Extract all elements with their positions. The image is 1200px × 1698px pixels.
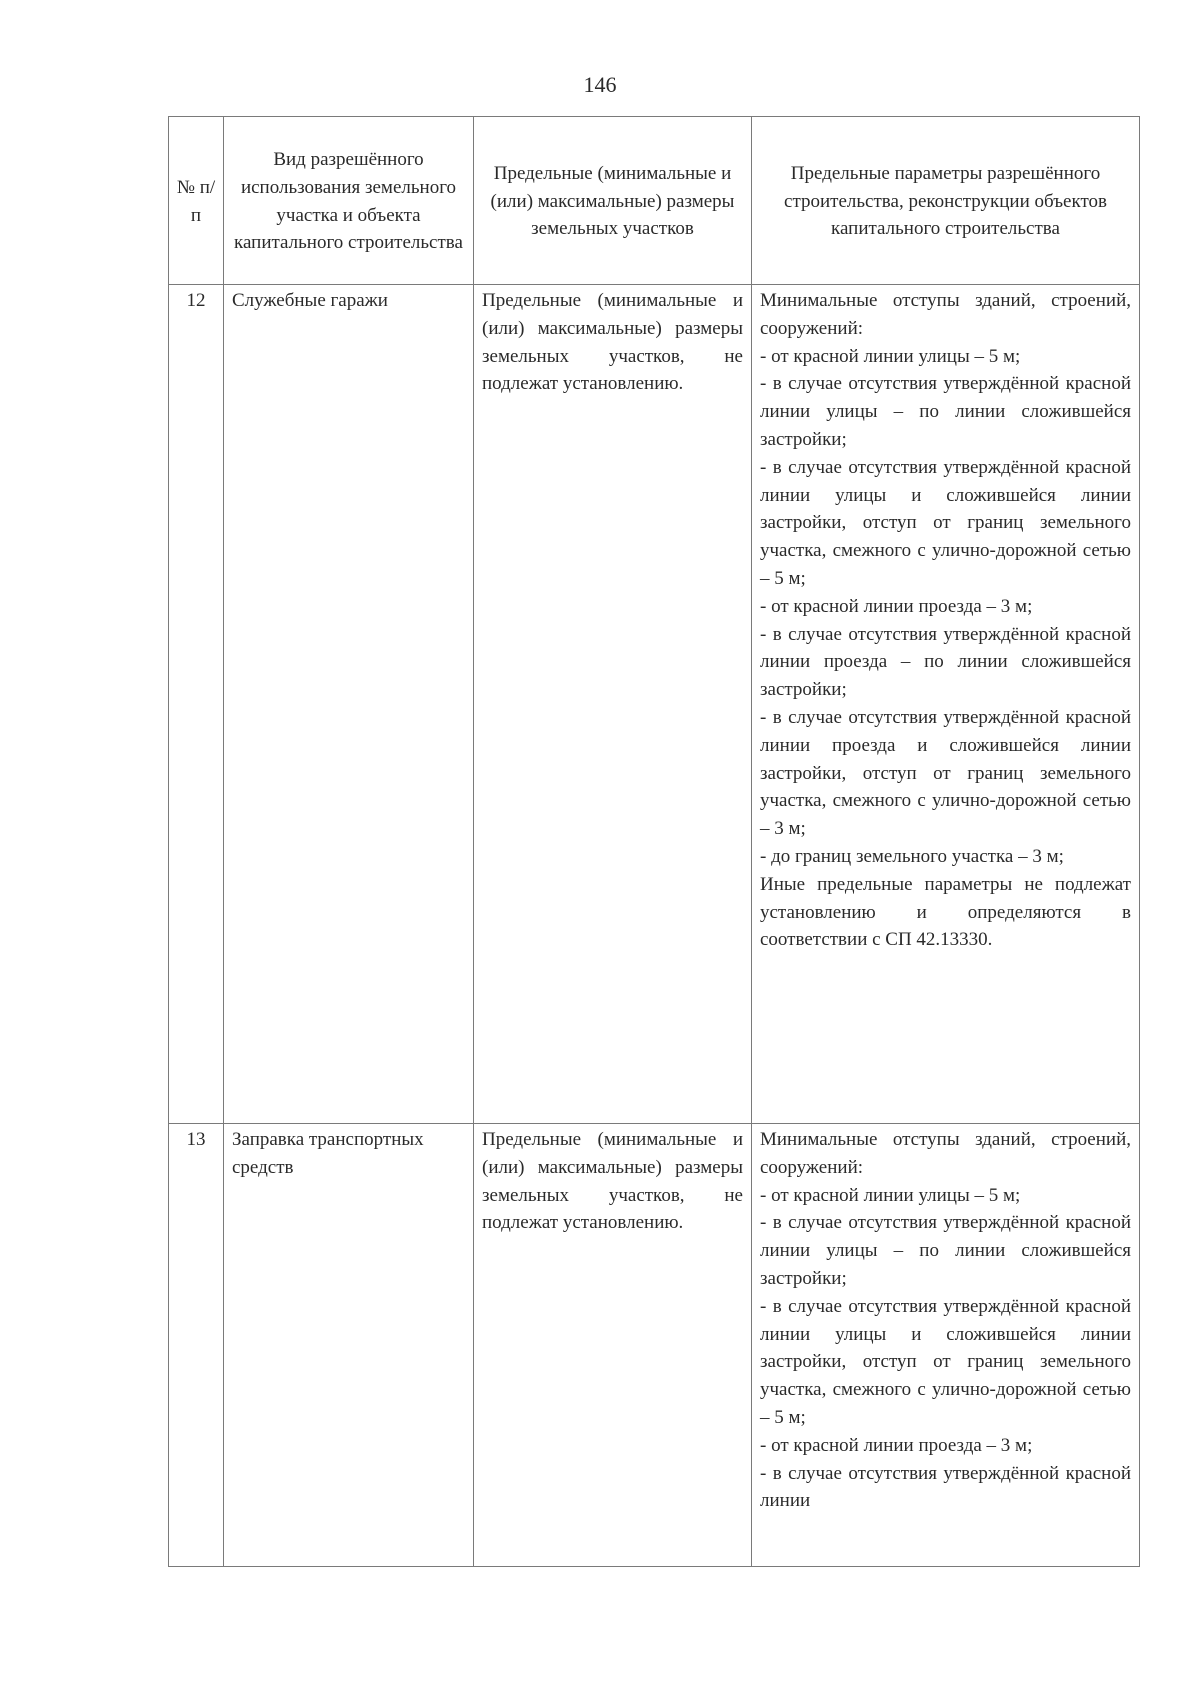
param-line: - в случае отсутствия утверждённой красной линии bbox=[760, 1462, 1131, 1512]
row-build-params bbox=[752, 285, 1140, 1124]
param-line: Минимальные отступы зданий, строений, сооружений: bbox=[760, 290, 1131, 339]
param-line: - в случае отсутствия утверждённой красной линии проезда и сложившейся линии застройки, отступ от границ земельного участка, смежного с улично-дорожной сетью – 3 м; bbox=[760, 706, 1131, 840]
row-plot-sizes: Предельные (минимальные и (или) максимальные) размеры земельных участков, не подлежат установлению. bbox=[474, 285, 752, 1124]
param-line: - от красной линии проезда – 3 м; bbox=[760, 1434, 1033, 1456]
row-build-params bbox=[752, 1124, 1140, 1567]
header-plot-sizes: Предельные (минимальные и (или) максимальные) размеры земельных участков bbox=[474, 117, 752, 285]
param-line: - от красной линии проезда – 3 м; bbox=[760, 595, 1033, 617]
row-use-kind: Заправка транспортных средств bbox=[224, 1124, 474, 1567]
regulations-table bbox=[168, 116, 1140, 1567]
param-line: - в случае отсутствия утверждённой красной линии улицы и сложившейся линии застройки, отступ от границ земельного участка, смежного с улично-дорожной сетью – 5 м; bbox=[760, 456, 1131, 589]
row-use-kind: Служебные гаражи bbox=[224, 285, 474, 1124]
header-number: № п/п bbox=[169, 117, 224, 285]
table-row bbox=[169, 1124, 1140, 1567]
param-line: Иные предельные параметры не подлежат установлению и определяются в соответствии с СП 42.13330. bbox=[760, 873, 1131, 951]
param-line: - в случае отсутствия утверждённой красной линии улицы и сложившейся линии застройки, отступ от границ земельного участка, смежного с улично-дорожной сетью – 5 м; bbox=[760, 1295, 1131, 1428]
table-header-row bbox=[169, 117, 1140, 285]
param-line: - в случае отсутствия утверждённой красной линии улицы – по линии сложившейся застройки; bbox=[760, 373, 1131, 450]
param-line: - в случае отсутствия утверждённой красной линии улицы – по линии сложившейся застройки; bbox=[760, 1212, 1131, 1289]
param-line: Минимальные отступы зданий, строений, сооружений: bbox=[760, 1129, 1131, 1178]
header-use-kind: Вид разрешённого использования земельного участка и объекта капитального строительства bbox=[224, 117, 474, 285]
page-number: 146 bbox=[583, 72, 617, 97]
header-build-params: Предельные параметры разрешённого строительства, реконструкции объектов капитального строительства bbox=[752, 117, 1140, 285]
param-line: - в случае отсутствия утверждённой красной линии проезда – по линии сложившейся застройки; bbox=[760, 623, 1131, 701]
param-line: - от красной линии улицы – 5 м; bbox=[760, 345, 1021, 367]
row-number: 13 bbox=[169, 1124, 224, 1567]
row-plot-sizes: Предельные (минимальные и (или) максимальные) размеры земельных участков, не подлежат установлению. bbox=[474, 1124, 752, 1567]
row-number: 12 bbox=[169, 285, 224, 1124]
param-line: - от красной линии улицы – 5 м; bbox=[760, 1184, 1021, 1206]
table-row bbox=[169, 285, 1140, 1124]
param-line: - до границ земельного участка – 3 м; bbox=[760, 845, 1064, 867]
